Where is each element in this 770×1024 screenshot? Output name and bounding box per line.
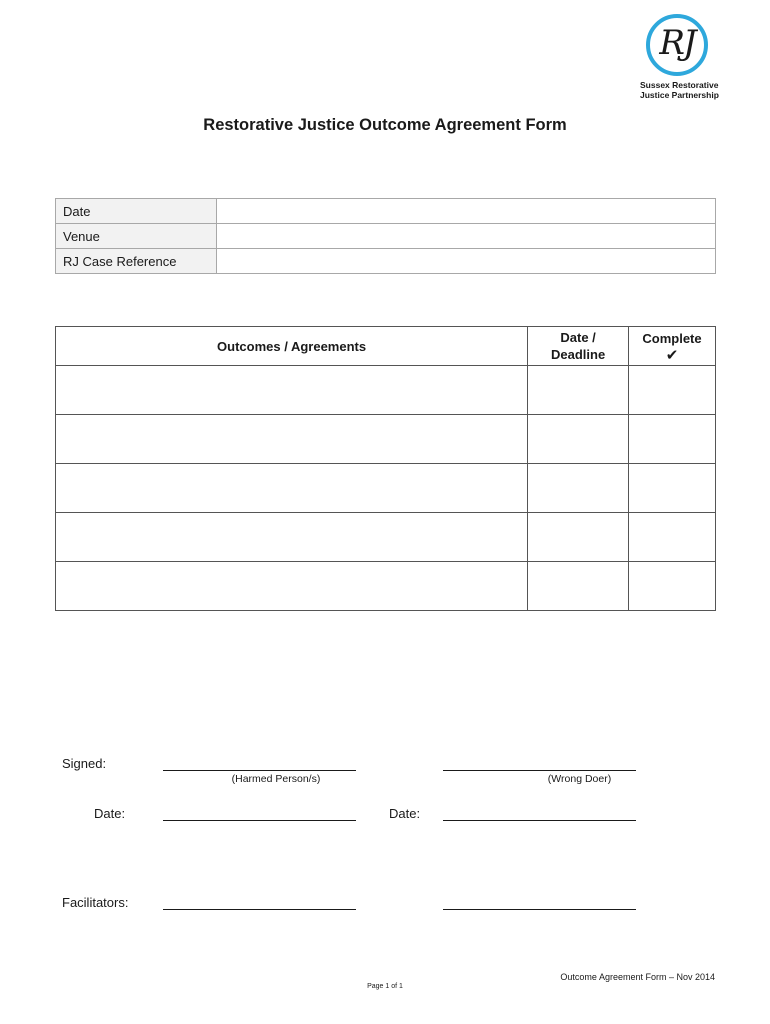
complete-cell[interactable] [629,415,716,464]
complete-cell[interactable] [629,464,716,513]
table-row [56,415,716,464]
date-label-left: Date: [94,806,126,821]
outcome-cell[interactable] [56,415,528,464]
harmed-person-date-line[interactable] [163,820,356,821]
logo-org-line1: Sussex Restorative [640,80,719,90]
date-label-right: Date: [389,806,421,821]
complete-cell[interactable] [629,562,716,611]
logo-org-name [640,80,722,100]
case-reference-field[interactable] [217,249,716,274]
complete-header [629,327,716,366]
form-reference: Outcome Agreement Form – Nov 2014 [560,972,715,982]
outcomes-header-row [56,327,716,366]
logo-mark: RJ [659,23,695,63]
complete-header-label: Complete [642,330,702,346]
wrongdoer-date-line[interactable] [443,820,636,821]
form-title: Restorative Justice Outcome Agreement Form [203,116,567,134]
signed-label: Signed: [62,756,107,771]
deadline-header-line1: Date / [560,330,596,345]
deadline-header [528,327,629,366]
info-row-venue [56,224,716,249]
complete-cell[interactable] [629,366,716,415]
facilitator-signature-line-2[interactable] [443,909,636,910]
rj-logo [640,14,722,102]
info-label: Date [56,199,217,224]
page-number: Page 1 of 1 [367,983,403,990]
outcomes-table [55,326,716,611]
table-row [56,562,716,611]
info-label: RJ Case Reference [56,249,217,274]
complete-cell[interactable] [629,513,716,562]
info-row-date [56,199,716,224]
wrongdoer-caption: (Wrong Doer) [547,773,612,785]
outcome-cell[interactable] [56,562,528,611]
info-label: Venue [56,224,217,249]
harmed-person-signature-line[interactable] [163,770,356,771]
deadline-cell[interactable] [528,366,629,415]
outcome-cell[interactable] [56,366,528,415]
checkmark-icon: ✔ [665,345,679,364]
wrongdoer-signature-line[interactable] [443,770,636,771]
case-info-table [55,198,716,274]
outcome-cell[interactable] [56,513,528,562]
logo-org-line2: Justice Partnership [640,90,719,100]
outcomes-header: Outcomes / Agreements [56,327,528,366]
table-row [56,366,716,415]
deadline-cell[interactable] [528,513,629,562]
deadline-header-line2: Deadline [550,347,606,362]
outcome-cell[interactable] [56,464,528,513]
date-field[interactable] [217,199,716,224]
facilitators-label: Facilitators: [62,895,129,910]
info-row-case-reference [56,249,716,274]
venue-field[interactable] [217,224,716,249]
deadline-cell[interactable] [528,415,629,464]
table-row [56,464,716,513]
deadline-cell[interactable] [528,562,629,611]
table-row [56,513,716,562]
deadline-cell[interactable] [528,464,629,513]
facilitator-signature-line-1[interactable] [163,909,356,910]
harmed-person-caption: (Harmed Person/s) [231,773,321,785]
